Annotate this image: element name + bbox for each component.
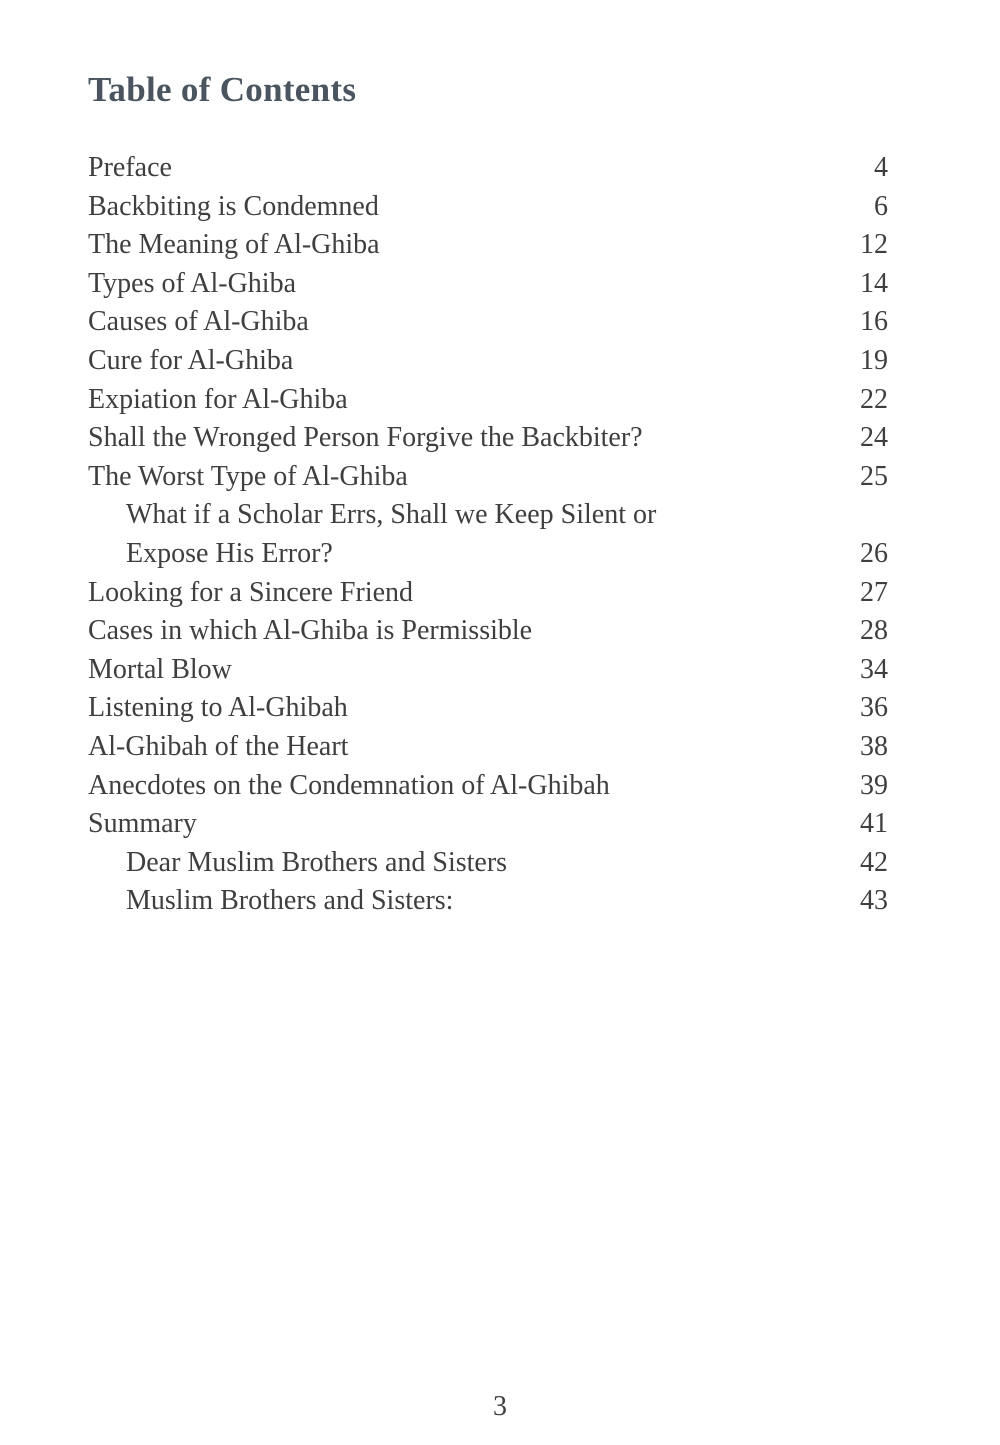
toc-entry-page-number: 42 bbox=[860, 846, 888, 878]
toc-entry-label: Shall the Wronged Person Forgive the Backbiter? bbox=[88, 422, 643, 454]
toc-entry-page-number: 16 bbox=[860, 306, 888, 338]
toc-entry[interactable] bbox=[88, 808, 888, 847]
toc-entry[interactable] bbox=[88, 268, 888, 307]
toc-entry[interactable] bbox=[88, 885, 888, 924]
toc-entry[interactable] bbox=[88, 422, 888, 461]
toc-entry-page-number: 38 bbox=[860, 730, 888, 762]
toc-entry-label: The Worst Type of Al-Ghiba bbox=[88, 460, 408, 492]
toc-entry-label: Mortal Blow bbox=[88, 653, 232, 685]
toc-entry[interactable] bbox=[88, 384, 888, 423]
toc-entry-label: Muslim Brothers and Sisters: bbox=[126, 885, 454, 917]
toc-entry-page-number: 19 bbox=[860, 344, 888, 376]
toc-entry[interactable] bbox=[88, 847, 888, 886]
toc-entry[interactable] bbox=[88, 306, 888, 345]
toc-entry[interactable] bbox=[88, 654, 888, 693]
toc-entry[interactable] bbox=[88, 538, 888, 577]
toc-entry-page-number: 43 bbox=[860, 885, 888, 917]
toc-list bbox=[88, 152, 888, 924]
toc-entry-page-number: 28 bbox=[860, 615, 888, 647]
toc-entry-label: Causes of Al-Ghiba bbox=[88, 306, 309, 338]
toc-entry-label: Preface bbox=[88, 152, 172, 183]
toc-entry-page-number: 24 bbox=[860, 422, 888, 454]
toc-entry-page-number: 6 bbox=[874, 190, 888, 222]
toc-entry[interactable] bbox=[88, 229, 888, 268]
toc-entry-label: Cases in which Al-Ghiba is Permissible bbox=[88, 615, 533, 647]
toc-entry-page-number: 41 bbox=[860, 808, 888, 840]
toc-entry[interactable] bbox=[88, 615, 888, 654]
toc-entry[interactable] bbox=[88, 577, 888, 616]
toc-entry-page-number: 34 bbox=[860, 653, 888, 685]
toc-entry-page-number: 39 bbox=[860, 769, 888, 801]
toc-entry-label: Expiation for Al-Ghiba bbox=[88, 383, 348, 415]
toc-entry-label: Al-Ghibah of the Heart bbox=[88, 730, 349, 762]
toc-entry-page-number: 26 bbox=[860, 537, 888, 569]
toc-entry[interactable] bbox=[88, 692, 888, 731]
toc-entry[interactable] bbox=[88, 731, 888, 770]
toc-entry-label: Cure for Al-Ghiba bbox=[88, 344, 294, 376]
toc-entry-page-number: 36 bbox=[860, 692, 888, 724]
toc-entry-label: Summary bbox=[88, 808, 197, 840]
toc-entry-label: The Meaning of Al-Ghiba bbox=[88, 229, 380, 261]
toc-entry-label: Listening to Al-Ghibah bbox=[88, 692, 348, 724]
toc-entry-page-number: 12 bbox=[860, 229, 888, 261]
toc-entry-page-number: 14 bbox=[860, 267, 888, 299]
toc-entry-page-number: 22 bbox=[860, 383, 888, 415]
toc-entry[interactable] bbox=[88, 770, 888, 809]
toc-entry-page-number: 25 bbox=[860, 460, 888, 492]
toc-entry[interactable] bbox=[88, 191, 888, 230]
toc-entry[interactable] bbox=[88, 461, 888, 500]
toc-entry-label: Looking for a Sincere Friend bbox=[88, 576, 414, 608]
toc-entry-page-number: 27 bbox=[860, 576, 888, 608]
toc-entry-label: Expose His Error? bbox=[126, 537, 333, 569]
toc-entry[interactable] bbox=[88, 499, 888, 538]
page-number: 3 bbox=[493, 1391, 507, 1422]
toc-entry-label: What if a Scholar Errs, Shall we Keep Silent or bbox=[126, 499, 657, 531]
toc-entry-label: Types of Al-Ghiba bbox=[88, 267, 297, 299]
page-title: Table of Contents bbox=[88, 70, 357, 109]
toc-entry-page-number: 4 bbox=[874, 152, 888, 183]
toc-entry-label: Anecdotes on the Condemnation of Al-Ghibah bbox=[88, 769, 610, 801]
toc-entry[interactable] bbox=[88, 345, 888, 384]
toc-entry-label: Backbiting is Condemned bbox=[88, 190, 379, 222]
toc-entry-label: Dear Muslim Brothers and Sisters bbox=[126, 846, 508, 878]
toc-entry[interactable] bbox=[88, 152, 888, 191]
